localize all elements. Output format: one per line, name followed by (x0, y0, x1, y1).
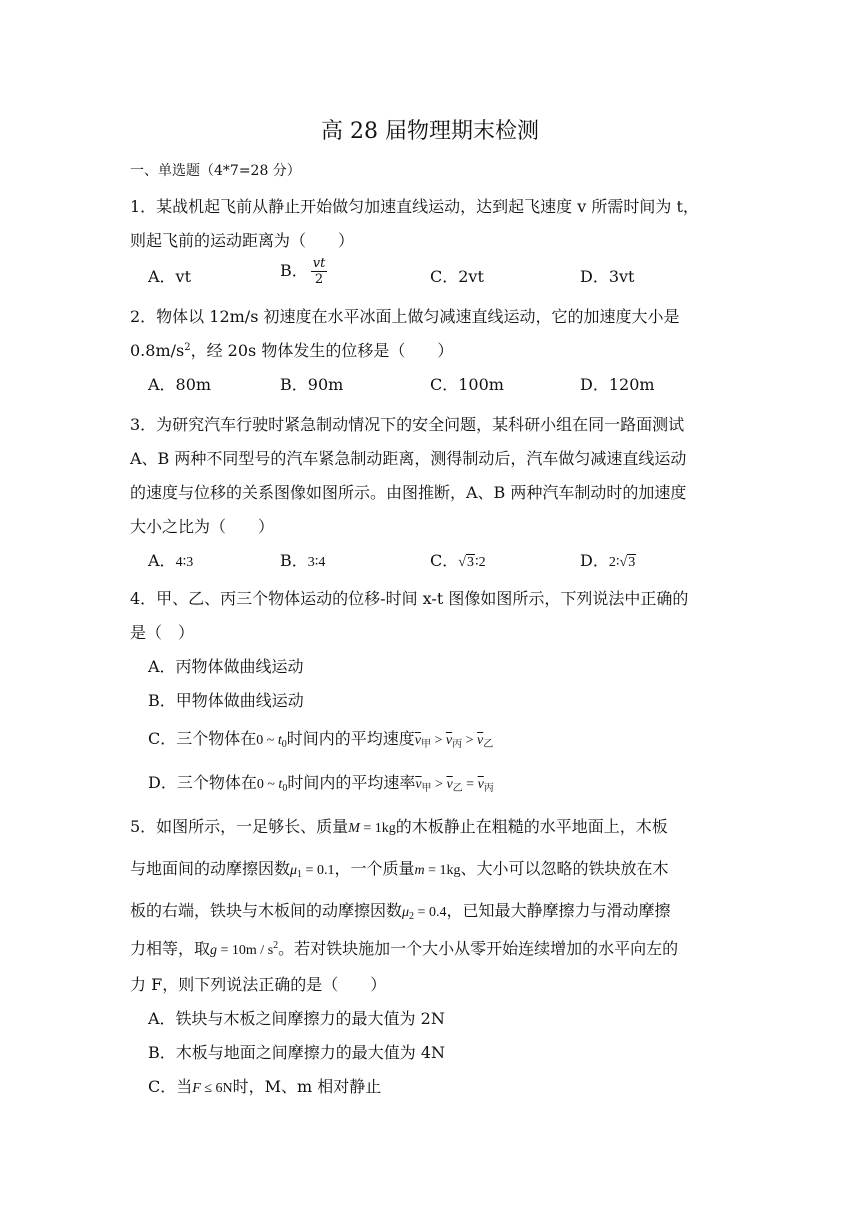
q4-d-v2: $\overline{v}$ (446, 777, 453, 792)
q3-b-prefix: B． (280, 551, 308, 570)
q5-mu1 (290, 863, 334, 878)
q4-option-a: A．丙物体做曲线运动 (148, 657, 304, 676)
q5-l2mv: = 1kg (424, 863, 461, 878)
q3-option-b (280, 548, 325, 571)
q4-c-pre: C．三个物体在 (148, 729, 257, 748)
q4-d-v3: $\overline{v}$ (477, 777, 484, 792)
q4-d-range (257, 777, 287, 792)
q5-l1b: 的木板静止在粗糙的水平地面上，木板 (395, 817, 668, 836)
q4-c-sub-jia: 甲 (420, 739, 431, 750)
page-title: 高 28 届物理期末检测 (321, 119, 539, 144)
q3-line1: 3．为研究汽车行驶时紧急制动情况下的安全问题，某科研小组在同一路面测试 (130, 415, 685, 434)
q2-line2 (130, 338, 453, 361)
section-heading: 一、单选题（4*7=28 分） (130, 163, 301, 179)
q5-l3v: = 0.4 (414, 905, 447, 920)
q1-fraction-den: 2 (314, 272, 324, 287)
q5-c-v: ≤ 6N (200, 1081, 233, 1096)
q5-c-pre: C．当 (148, 1077, 193, 1096)
q5-option-b: B．木板与地面之间摩擦力的最大值为 4N (148, 1043, 446, 1062)
q2-option-a: A．80m (148, 375, 212, 394)
q5-line2 (130, 856, 669, 880)
q5-l2mu: μ (290, 863, 298, 878)
q3-d-prefix: D． (580, 551, 609, 570)
q5-option-a: A．铁块与木板之间摩擦力的最大值为 2N (148, 1009, 445, 1028)
q5-l3b: ，已知最大静摩擦力与滑动摩擦 (446, 901, 671, 920)
q4-c-range-zero: 0 ~ (256, 733, 278, 748)
q4-c-gt1: > (430, 733, 446, 748)
q4-option-c (148, 726, 493, 750)
q5-l3a: 板的右端，铁块与木板间的动摩擦因数 (130, 901, 403, 920)
q5-mass-block (414, 863, 460, 878)
q5-l4a: 力相等，取 (130, 939, 211, 958)
q3-a-value: 4∶3 (175, 555, 194, 570)
q2-option-b: B．90m (280, 375, 344, 394)
q4-c-v3: $\overline{v}$ (476, 733, 484, 748)
q1-option-b-prefix: B． (280, 261, 308, 280)
q3-c-tail: ∶2 (474, 555, 486, 570)
q5-c-post: 时，M、m 相对静止 (232, 1077, 382, 1096)
q5-line3 (130, 898, 670, 922)
q4-d-eq: = (462, 777, 478, 792)
q4-d-sub-yi: 乙 (452, 783, 463, 794)
q3-a-prefix: A． (148, 551, 176, 570)
q2-accel-sup: 2 (184, 342, 191, 353)
q5-l2a: 与地面间的动摩擦因数 (130, 859, 291, 878)
q2-line1: 2．物体以 12m/s 初速度在水平冰面上做匀减速直线运动，它的加速度大小是 (130, 307, 680, 326)
q1-fraction-num: vt (312, 256, 326, 271)
q4-c-sub-yi: 乙 (483, 739, 494, 750)
q2-accel-value: 0.8m/s (130, 341, 185, 360)
q5-mass-board (348, 821, 396, 836)
q5-c-f: F (192, 1081, 201, 1096)
q5-l4g: g (210, 943, 218, 958)
q3-c-radicand: 3 (466, 555, 474, 570)
q3-d-head: 2∶ (608, 555, 620, 570)
q5-l2s: 1 (297, 869, 303, 880)
q2-option-d: D．120m (580, 375, 655, 394)
q4-d-speed-compare (415, 777, 493, 792)
q5-l2v: = 0.1 (302, 863, 335, 878)
q3-option-c (430, 548, 486, 571)
q4-c-range-t: t (277, 733, 282, 748)
q2-option-c: C．100m (430, 375, 504, 394)
q3-line3: 的速度与位移的关系图像如图所示。由图推断，A、B 两种汽车制动时的加速度 (130, 483, 687, 502)
q4-c-range-sub: 0 (281, 739, 287, 750)
q1-option-b (280, 256, 327, 287)
q1-option-d: D．3vt (580, 267, 635, 286)
q3-line4: 大小之比为（ ） (130, 517, 275, 536)
q5-l3mu: μ (402, 905, 410, 920)
q4-c-velocity-compare (415, 733, 493, 748)
q3-d-math: 2∶√3 (608, 555, 636, 570)
q4-d-gt: > (431, 777, 447, 792)
q5-l4b: 。若对铁块施加一个大小从零开始连续增加的水平向左的 (278, 939, 679, 958)
q5-l4v: = 10m / s (217, 943, 274, 958)
q4-option-d (148, 770, 494, 794)
q5-l1m: M (348, 821, 360, 836)
q5-l1mv: = 1kg (359, 821, 396, 836)
q1-fraction (311, 256, 328, 287)
q5-l4sup: 2 (273, 940, 279, 951)
q4-c-range (256, 733, 286, 748)
q5-gravity (210, 940, 279, 958)
q3-c-math: √3∶2 (458, 555, 486, 570)
q5-line4 (130, 936, 678, 959)
q4-option-b: B．甲物体做曲线运动 (148, 691, 304, 710)
q4-line2: 是（ ） (130, 623, 195, 642)
q4-line1: 4．甲、乙、丙三个物体运动的位移-时间 x-t 图像如图所示，下列说法中正确的 (130, 589, 689, 608)
q1-line1: 1．某战机起飞前从静止开始做匀加速直线运动，达到起飞速度 v 所需时间为 t， (130, 197, 699, 216)
q4-c-v2: $\overline{v}$ (445, 733, 453, 748)
q4-d-range-sub: 0 (282, 783, 288, 794)
q3-d-radicand: 3 (628, 555, 636, 570)
q3-option-d (580, 548, 636, 571)
q5-l2b: ，一个质量 (334, 859, 415, 878)
q5-line5: 力 F，则下列说法正确的是（ ） (130, 975, 387, 994)
q5-l2m: m (414, 863, 425, 878)
q4-c-gt2: > (462, 733, 477, 748)
q1-option-a: A．vt (148, 267, 192, 286)
q5-c-force (192, 1081, 232, 1096)
q3-option-a (148, 548, 193, 571)
q4-d-v1: $\overline{v}$ (415, 777, 422, 792)
q5-l1a: 5．如图所示，一足够长、质量 (130, 817, 349, 836)
q4-d-pre: D．三个物体在 (148, 773, 257, 792)
q5-l3s: 2 (409, 911, 415, 922)
q5-mu2 (402, 905, 446, 920)
q3-line2: A、B 两种不同型号的汽车紧急制动距离，测得制动后，汽车做匀减速直线运动 (130, 449, 687, 468)
q5-l2c: 、大小可以忽略的铁块放在木 (460, 859, 669, 878)
q5-line1 (130, 814, 668, 837)
q4-d-range-zero: 0 ~ (256, 777, 279, 792)
q4-c-v1: $\overline{v}$ (414, 733, 421, 748)
q2-line2-rest: ，经 20s 物体发生的位移是（ ） (190, 341, 454, 360)
q5-option-c (148, 1074, 381, 1097)
q4-c-mid: 时间内的平均速度 (286, 729, 415, 748)
q1-line2: 则起飞前的运动距离为（ ） (130, 231, 355, 250)
q4-d-range-t: t (278, 777, 283, 792)
q4-d-mid: 时间内的平均速率 (287, 773, 416, 792)
q4-d-sub-jia: 甲 (421, 783, 432, 794)
q3-b-value: 3∶4 (307, 555, 326, 570)
q4-c-sub-bing: 丙 (452, 739, 463, 750)
q3-c-prefix: C． (430, 551, 459, 570)
q4-d-sub-bing: 丙 (483, 783, 494, 794)
q1-option-c: C．2vt (430, 267, 484, 286)
